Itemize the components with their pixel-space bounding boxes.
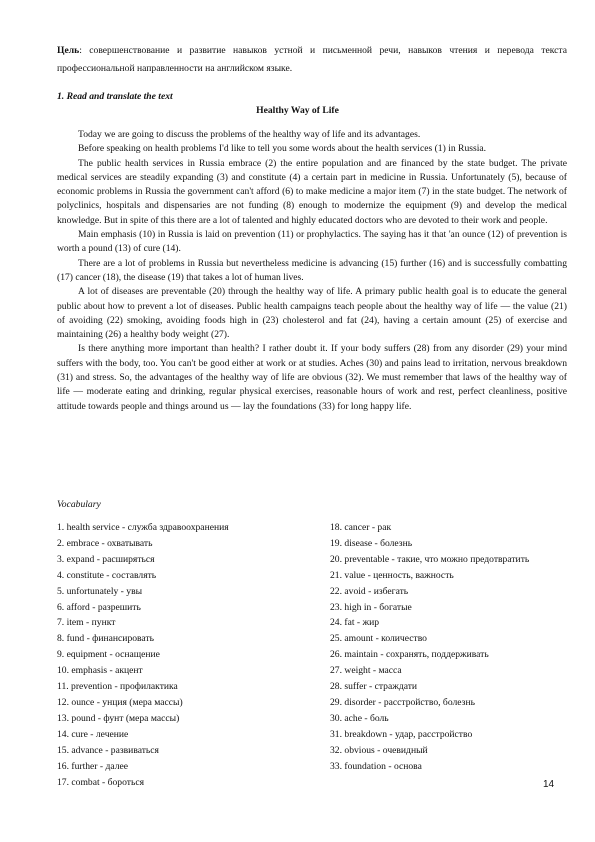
reading-text	[57, 128, 567, 414]
vocabulary-item: 27. weight - масса	[330, 665, 402, 677]
vocabulary-item: 7. item - пункт	[57, 617, 116, 629]
vocabulary-item: 9. equipment - оснащение	[57, 649, 160, 661]
paragraph: Before speaking on health problems I'd like to tell you some words about the health services (1) in Russia.	[78, 143, 487, 155]
vocabulary-item: 6. afford - разрешить	[57, 601, 141, 613]
vocabulary-list-right	[330, 520, 570, 775]
vocabulary-item: 11. prevention - профилактика	[57, 681, 178, 693]
paragraph: A lot of diseases are preventable (20) through the healthy way of life. A primary public health goal is to educate the general public about how to prevent a lot of diseases. Public health campaigns teach people about the healthy way of life — the value (21) of avoiding (22) smoking, avoiding foods high in (23) cholesterol and fat (24), having a certain amount (25) of exercise and maintaining (26) a healthy body weight (27).	[57, 286, 567, 341]
paragraph: Is there anything more important than health? I rather doubt it. If your body suffers (28) from any disorder (29) your mind suffers with the body, too. You can't be good either at work or at studies. Aches (30) and pains lead to irritation, nervous breakdown (31) and stress. So, the advantages of the healthy way of life are obvious (32). We must remember that laws of the healthy way of life — moderate eating and drinking, regular physical exercises, reasonable hours of work and rest, perfect cleanliness, positive attitude towards people and things around us — lay the foundations (33) for long happy life.	[57, 343, 567, 412]
vocabulary-item: 8. fund - финансировать	[57, 633, 155, 645]
vocabulary-item: 33. foundation - основа	[330, 760, 422, 772]
vocabulary-item: 26. maintain - сохранять, поддерживать	[330, 649, 489, 661]
vocabulary-list-left	[57, 520, 297, 790]
vocabulary-item: 18. cancer - рак	[330, 522, 392, 533]
vocabulary-item: 12. ounce - унция (мера массы)	[57, 696, 183, 708]
paragraph: The public health services in Russia embrace (2) the entire population and are financed by the state budget. The private medical services are steadily expanding (3) and constitute (4) a certain part in medicine in Russia. Unfortunately (5), because of economic problems in Russia the government can't afford (6) to make medicine a major item (7) in the state budget. The network of polyclinics, hospitals and dispensaries are not funding (8) enough to modernize the equipment (9) and develop the medical knowledge. But in spite of this there are a lot of talented and highly educated doctors who are devoted to their work and people.	[57, 157, 567, 226]
task-heading: 1. Read and translate the text	[57, 91, 173, 102]
vocabulary-item: 2. embrace - охватывать	[57, 537, 153, 549]
vocabulary-item: 28. suffer - страждати	[330, 681, 418, 693]
vocabulary-item: 17. combat - бороться	[57, 776, 145, 788]
vocabulary-item: 1. health service - служба здравоохранения	[57, 522, 229, 533]
vocabulary-title: Vocabulary	[57, 499, 101, 510]
goal-label: Цель	[57, 45, 80, 56]
vocabulary-item: 16. further - далее	[57, 760, 129, 772]
vocabulary-item: 29. disorder - расстройство, болезнь	[330, 696, 475, 708]
vocabulary-item: 5. unfortunately - увы	[57, 585, 143, 597]
vocabulary-item: 10. emphasis - акцент	[57, 665, 143, 677]
vocabulary-item: 14. cure - лечение	[57, 728, 129, 740]
vocabulary-item: 32. obvious - очевидный	[330, 744, 428, 756]
vocabulary-item: 15. advance - развиваться	[57, 744, 159, 756]
vocabulary-item: 24. fat - жир	[330, 617, 380, 629]
vocabulary-item: 31. breakdown - удар, расстройство	[330, 728, 473, 740]
vocabulary-item: 23. high in - богатые	[330, 601, 412, 613]
vocabulary-item: 22. avoid - избегать	[330, 585, 409, 597]
vocabulary-item: 19. disease - болезнь	[330, 537, 413, 549]
paragraph: There are a lot of problems in Russia but nevertheless medicine is advancing (15) further (16) and is successfully combatting (17) cancer (18), the disease (19) that takes a lot of human lives.	[57, 257, 567, 283]
vocabulary-item: 20. preventable - такие, что можно предотвратить	[330, 553, 530, 565]
paragraph: Main emphasis (10) in Russia is laid on prevention (11) or prophylactics. The saying has it that 'an ounce (12) of prevention is worth a pound (13) of cure (14).	[57, 229, 567, 255]
lesson-goal	[57, 42, 567, 78]
vocabulary-item: 21. value - ценность, важность	[330, 569, 454, 581]
vocabulary-item: 4. constitute - составлять	[57, 569, 157, 581]
paragraph: Today we are going to discuss the problems of the healthy way of life and its advantages.	[78, 129, 421, 140]
goal-text: : совершенствование и развитие навыков устной и письменной речи, навыков чтения и перевода текста профессиональной направленности на английском языке.	[57, 45, 567, 74]
vocabulary-item: 13. pound - фунт (мера массы)	[57, 712, 180, 724]
vocabulary-item: 25. amount - количество	[330, 633, 427, 645]
page-number: 14	[543, 779, 555, 790]
text-title: Healthy Way of Life	[256, 105, 339, 116]
vocabulary-item: 3. expand - расширяться	[57, 553, 155, 565]
vocabulary-item: 30. ache - боль	[330, 712, 389, 724]
